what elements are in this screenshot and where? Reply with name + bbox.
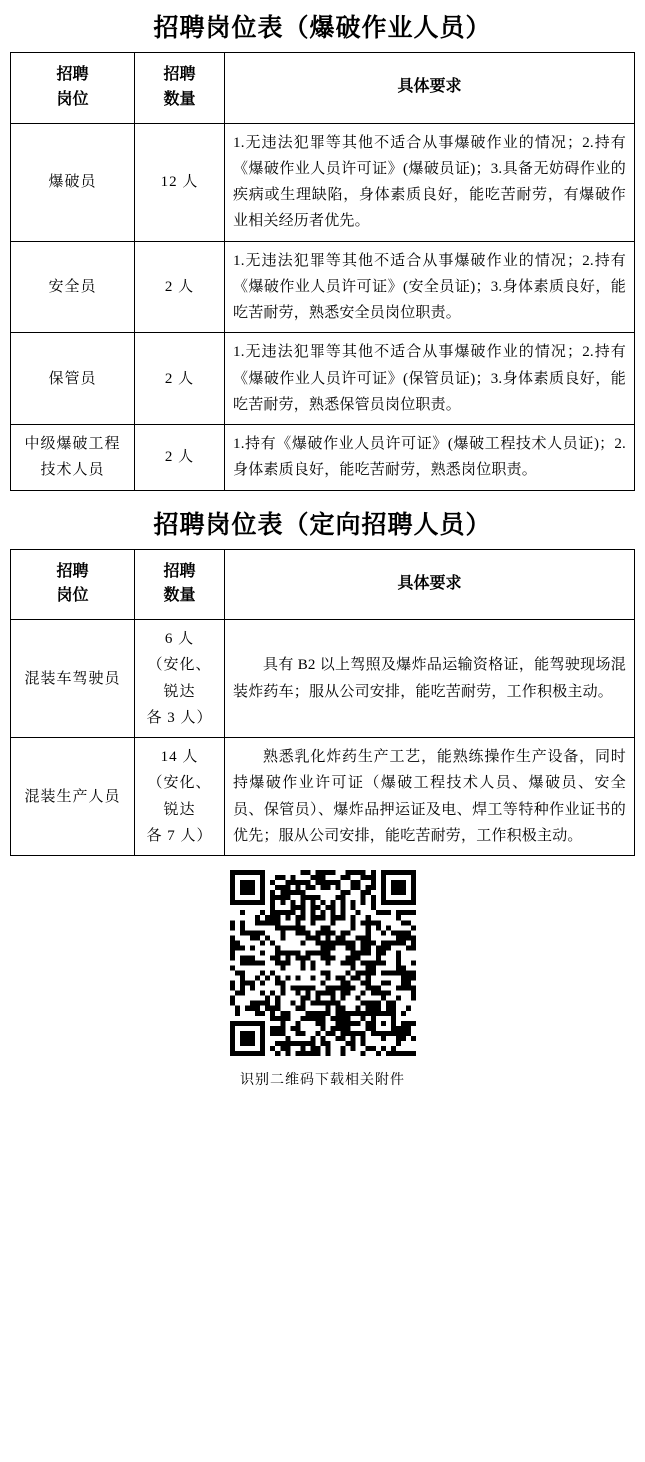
table-row [11, 123, 635, 241]
cell-requirement: 1.无违法犯罪等其他不适合从事爆破作业的情况；2.持有《爆破作业人员许可证》(保管员证)；3.身体素质良好，能吃苦耐劳，熟悉保管员岗位职责。 [225, 333, 635, 425]
qr-code-section [10, 870, 635, 1089]
header-position: 招聘 岗位 [11, 549, 135, 620]
header-quantity: 招聘 数量 [135, 53, 225, 124]
cell-requirement: 1.持有《爆破作业人员许可证》(爆破工程技术人员证)；2.身体素质良好，能吃苦耐劳，熟悉岗位职责。 [225, 425, 635, 491]
cell-position: 中级爆破工程技术人员 [11, 425, 135, 491]
table-2-title: 招聘岗位表（定向招聘人员） [153, 511, 492, 539]
qr-code-icon[interactable] [230, 870, 416, 1056]
table-targeted-recruitment [10, 549, 635, 857]
cell-position: 混装生产人员 [11, 738, 135, 856]
cell-quantity: 6 人 （安化、锐达 各 3 人） [135, 620, 225, 738]
cell-requirement: 熟悉乳化炸药生产工艺，能熟练操作生产设备，同时持爆破作业许可证（爆破工程技术人员、爆破员、安全员、保管员）、爆炸品押运证及电、焊工等特种作业证书的优先；服从公司安排，能吃苦耐劳，工作积极主动。 [225, 738, 635, 856]
table-1-title: 招聘岗位表（爆破作业人员） [153, 15, 492, 42]
cell-position: 爆破员 [11, 123, 135, 241]
cell-requirement: 1.无违法犯罪等其他不适合从事爆破作业的情况；2.持有《爆破作业人员许可证》(安全员证)；3.身体素质良好，能吃苦耐劳，熟悉安全员岗位职责。 [225, 241, 635, 333]
header-requirement: 具体要求 [225, 53, 635, 124]
cell-requirement: 具有 B2 以上驾照及爆炸品运输资格证，能驾驶现场混装炸药车；服从公司安排，能吃苦耐劳，工作积极主动。 [225, 620, 635, 738]
cell-quantity: 2 人 [135, 241, 225, 333]
table-blasting-staff [10, 52, 635, 491]
cell-position: 混装车驾驶员 [11, 620, 135, 738]
cell-quantity: 2 人 [135, 333, 225, 425]
table-row [11, 738, 635, 856]
cell-requirement: 1.无违法犯罪等其他不适合从事爆破作业的情况；2.持有《爆破作业人员许可证》(爆破员证)；3.具备无妨碍作业的疾病或生理缺陷，身体素质良好，能吃苦耐劳，有爆破作业相关经历者优先。 [225, 123, 635, 241]
table-row [11, 425, 635, 491]
document-page [0, 8, 645, 1462]
cell-quantity: 12 人 [135, 123, 225, 241]
table-header-row [11, 53, 635, 124]
qr-code-caption: 识别二维码下载相关附件 [240, 1073, 405, 1089]
cell-position: 安全员 [11, 241, 135, 333]
cell-position: 保管员 [11, 333, 135, 425]
table-row [11, 241, 635, 333]
table-row [11, 333, 635, 425]
header-position: 招聘 岗位 [11, 53, 135, 124]
cell-quantity: 14 人 （安化、锐达 各 7 人） [135, 738, 225, 856]
table-row [11, 620, 635, 738]
header-quantity: 招聘 数量 [135, 549, 225, 620]
table-header-row [11, 549, 635, 620]
cell-quantity: 2 人 [135, 425, 225, 491]
header-requirement: 具体要求 [225, 549, 635, 620]
